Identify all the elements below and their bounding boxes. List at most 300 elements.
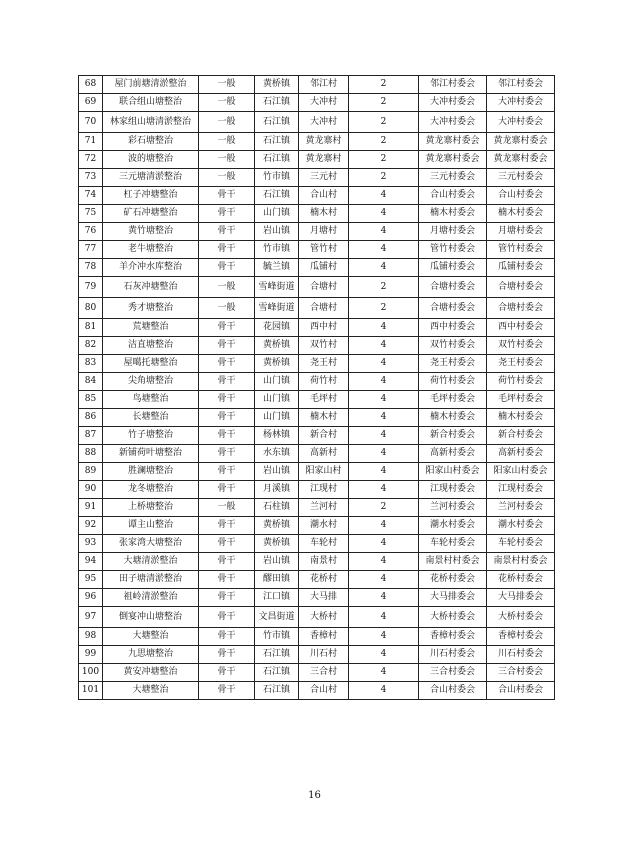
- cell-category: 一般: [199, 151, 255, 169]
- cell-scale: 4: [349, 535, 419, 553]
- table-row: [79, 571, 555, 589]
- cell-project-name: 田子塘清淤整治: [103, 571, 199, 589]
- cell-row-index: 94: [79, 553, 103, 571]
- cell-town: 醪田镇: [255, 571, 299, 589]
- table-row: [79, 664, 555, 682]
- cell-owner-unit: 阳家山村委会: [419, 463, 487, 481]
- cell-village: 大冲村: [299, 94, 349, 112]
- cell-category: 骨干: [199, 463, 255, 481]
- cell-owner-unit: 潮水村委会: [419, 517, 487, 535]
- cell-village: 瓜铺村: [299, 259, 349, 277]
- cell-village: 合山村: [299, 682, 349, 700]
- cell-owner-unit: 大冲村委会: [419, 112, 487, 133]
- cell-scale: 4: [349, 571, 419, 589]
- cell-maintainer-unit: 潮水村委会: [487, 517, 555, 535]
- table-row: [79, 133, 555, 151]
- cell-town: 岩山镇: [255, 553, 299, 571]
- cell-owner-unit: 楠木村委会: [419, 409, 487, 427]
- cell-scale: 2: [349, 499, 419, 517]
- cell-category: 骨干: [199, 409, 255, 427]
- cell-row-index: 96: [79, 589, 103, 607]
- cell-owner-unit: 三合村委会: [419, 664, 487, 682]
- cell-scale: 4: [349, 427, 419, 445]
- cell-scale: 4: [349, 607, 419, 628]
- cell-village: 黄龙寨村: [299, 133, 349, 151]
- cell-category: 骨干: [199, 373, 255, 391]
- cell-owner-unit: 合塘村委会: [419, 298, 487, 319]
- cell-project-name: 张家湾大塘整治: [103, 535, 199, 553]
- cell-row-index: 81: [79, 319, 103, 337]
- cell-scale: 4: [349, 205, 419, 223]
- cell-village: 邻江村: [299, 76, 349, 94]
- cell-town: 石江镇: [255, 94, 299, 112]
- cell-town: 江口镇: [255, 589, 299, 607]
- cell-category: 骨干: [199, 259, 255, 277]
- cell-town: 石江镇: [255, 151, 299, 169]
- cell-town: 黄桥镇: [255, 76, 299, 94]
- cell-village: 南景村: [299, 553, 349, 571]
- cell-maintainer-unit: 阳家山村委会: [487, 463, 555, 481]
- cell-row-index: 70: [79, 112, 103, 133]
- cell-project-name: 大塘整治: [103, 682, 199, 700]
- cell-project-name: 三元塘清淤整治: [103, 169, 199, 187]
- table-row: [79, 607, 555, 628]
- cell-town: 山门镇: [255, 391, 299, 409]
- cell-village: 西中村: [299, 319, 349, 337]
- cell-owner-unit: 荷竹村委会: [419, 373, 487, 391]
- cell-town: 岩山镇: [255, 223, 299, 241]
- cell-maintainer-unit: 楠木村委会: [487, 409, 555, 427]
- cell-village: 三合村: [299, 664, 349, 682]
- cell-town: 石柱镇: [255, 499, 299, 517]
- cell-category: 骨干: [199, 517, 255, 535]
- cell-project-name: 龙冬塘整治: [103, 481, 199, 499]
- cell-row-index: 89: [79, 463, 103, 481]
- cell-row-index: 71: [79, 133, 103, 151]
- cell-project-name: 祖岭清淤整治: [103, 589, 199, 607]
- table-row: [79, 187, 555, 205]
- cell-project-name: 林家组山塘清淤整治: [103, 112, 199, 133]
- table-row: [79, 409, 555, 427]
- project-table: [78, 75, 555, 700]
- cell-row-index: 80: [79, 298, 103, 319]
- cell-project-name: 杠子冲塘整治: [103, 187, 199, 205]
- table-row: [79, 682, 555, 700]
- table-row: [79, 646, 555, 664]
- cell-town: 山门镇: [255, 205, 299, 223]
- cell-village: 管竹村: [299, 241, 349, 259]
- cell-owner-unit: 合塘村委会: [419, 277, 487, 298]
- cell-owner-unit: 大冲村委会: [419, 94, 487, 112]
- cell-maintainer-unit: 合塘村委会: [487, 277, 555, 298]
- cell-town: 石江镇: [255, 682, 299, 700]
- cell-project-name: 老牛塘整治: [103, 241, 199, 259]
- cell-row-index: 84: [79, 373, 103, 391]
- cell-project-name: 尖角塘整治: [103, 373, 199, 391]
- cell-maintainer-unit: 月塘村委会: [487, 223, 555, 241]
- cell-town: 竹市镇: [255, 628, 299, 646]
- cell-row-index: 73: [79, 169, 103, 187]
- cell-owner-unit: 尧王村委会: [419, 355, 487, 373]
- cell-village: 大冲村: [299, 112, 349, 133]
- cell-village: 兰河村: [299, 499, 349, 517]
- cell-maintainer-unit: 合山村委会: [487, 682, 555, 700]
- cell-scale: 2: [349, 151, 419, 169]
- cell-scale: 4: [349, 445, 419, 463]
- cell-project-name: 彩石塘整治: [103, 133, 199, 151]
- cell-category: 一般: [199, 499, 255, 517]
- cell-town: 石江镇: [255, 646, 299, 664]
- cell-town: 雪峰街道: [255, 298, 299, 319]
- cell-town: 黄桥镇: [255, 535, 299, 553]
- cell-row-index: 91: [79, 499, 103, 517]
- cell-maintainer-unit: 大桥村委会: [487, 607, 555, 628]
- cell-row-index: 79: [79, 277, 103, 298]
- table-body: [79, 76, 555, 700]
- cell-town: 黄桥镇: [255, 355, 299, 373]
- table-row: [79, 628, 555, 646]
- cell-maintainer-unit: 大马排委会: [487, 589, 555, 607]
- cell-project-name: 黄竹塘整治: [103, 223, 199, 241]
- cell-town: 花园镇: [255, 319, 299, 337]
- cell-village: 尧王村: [299, 355, 349, 373]
- cell-category: 骨干: [199, 319, 255, 337]
- cell-category: 一般: [199, 277, 255, 298]
- cell-project-name: 长塘整治: [103, 409, 199, 427]
- cell-town: 竹市镇: [255, 169, 299, 187]
- cell-maintainer-unit: 南景村村委会: [487, 553, 555, 571]
- cell-category: 一般: [199, 76, 255, 94]
- cell-town: 石江镇: [255, 112, 299, 133]
- cell-owner-unit: 月塘村委会: [419, 223, 487, 241]
- cell-owner-unit: 黄龙寨村委会: [419, 151, 487, 169]
- cell-village: 大马排: [299, 589, 349, 607]
- table-row: [79, 391, 555, 409]
- table-row: [79, 151, 555, 169]
- cell-project-name: 波的塘整治: [103, 151, 199, 169]
- cell-project-name: 竹子塘整治: [103, 427, 199, 445]
- cell-project-name: 屋门前塘清淤整治: [103, 76, 199, 94]
- cell-row-index: 92: [79, 517, 103, 535]
- cell-project-name: 新铺荷叶塘整治: [103, 445, 199, 463]
- cell-row-index: 76: [79, 223, 103, 241]
- cell-town: 石江镇: [255, 187, 299, 205]
- cell-scale: 2: [349, 76, 419, 94]
- cell-project-name: 大塘整治: [103, 628, 199, 646]
- cell-maintainer-unit: 兰河村委会: [487, 499, 555, 517]
- cell-project-name: 屋噶托塘整治: [103, 355, 199, 373]
- cell-scale: 4: [349, 319, 419, 337]
- cell-row-index: 100: [79, 664, 103, 682]
- cell-project-name: 联合组山塘整治: [103, 94, 199, 112]
- cell-scale: 2: [349, 277, 419, 298]
- table-row: [79, 499, 555, 517]
- cell-category: 骨干: [199, 205, 255, 223]
- cell-category: 骨干: [199, 355, 255, 373]
- cell-scale: 4: [349, 628, 419, 646]
- cell-category: 骨干: [199, 187, 255, 205]
- cell-owner-unit: 三元村委会: [419, 169, 487, 187]
- cell-village: 大桥村: [299, 607, 349, 628]
- cell-owner-unit: 合山村委会: [419, 682, 487, 700]
- cell-scale: 4: [349, 463, 419, 481]
- cell-maintainer-unit: 三合村委会: [487, 664, 555, 682]
- cell-village: 毛坪村: [299, 391, 349, 409]
- cell-maintainer-unit: 管竹村委会: [487, 241, 555, 259]
- cell-maintainer-unit: 花桥村委会: [487, 571, 555, 589]
- cell-category: 一般: [199, 298, 255, 319]
- table-row: [79, 589, 555, 607]
- cell-row-index: 68: [79, 76, 103, 94]
- cell-owner-unit: 江现村委会: [419, 481, 487, 499]
- cell-maintainer-unit: 邻江村委会: [487, 76, 555, 94]
- cell-category: 骨干: [199, 481, 255, 499]
- cell-town: 黄桥镇: [255, 517, 299, 535]
- cell-maintainer-unit: 江现村委会: [487, 481, 555, 499]
- cell-maintainer-unit: 黄龙寨村委会: [487, 151, 555, 169]
- cell-maintainer-unit: 香樟村委会: [487, 628, 555, 646]
- table-row: [79, 112, 555, 133]
- cell-town: 山门镇: [255, 409, 299, 427]
- table-row: [79, 517, 555, 535]
- cell-maintainer-unit: 荷竹村委会: [487, 373, 555, 391]
- cell-owner-unit: 大桥村委会: [419, 607, 487, 628]
- cell-category: 骨干: [199, 646, 255, 664]
- cell-village: 楠木村: [299, 409, 349, 427]
- cell-scale: 2: [349, 298, 419, 319]
- cell-category: 一般: [199, 112, 255, 133]
- cell-owner-unit: 车轮村委会: [419, 535, 487, 553]
- cell-maintainer-unit: 高新村委会: [487, 445, 555, 463]
- project-table-container: [78, 75, 554, 700]
- table-row: [79, 298, 555, 319]
- cell-row-index: 77: [79, 241, 103, 259]
- cell-owner-unit: 兰河村委会: [419, 499, 487, 517]
- cell-owner-unit: 楠木村委会: [419, 205, 487, 223]
- cell-project-name: 秀才塘整治: [103, 298, 199, 319]
- cell-scale: 4: [349, 646, 419, 664]
- cell-owner-unit: 香樟村委会: [419, 628, 487, 646]
- cell-row-index: 78: [79, 259, 103, 277]
- cell-project-name: 谭主山整治: [103, 517, 199, 535]
- cell-project-name: 上桥塘整治: [103, 499, 199, 517]
- table-row: [79, 319, 555, 337]
- cell-maintainer-unit: 双竹村委会: [487, 337, 555, 355]
- cell-scale: 4: [349, 355, 419, 373]
- table-row: [79, 463, 555, 481]
- cell-maintainer-unit: 新合村委会: [487, 427, 555, 445]
- cell-owner-unit: 黄龙寨村委会: [419, 133, 487, 151]
- table-row: [79, 169, 555, 187]
- cell-category: 骨干: [199, 535, 255, 553]
- cell-scale: 4: [349, 517, 419, 535]
- cell-category: 骨干: [199, 664, 255, 682]
- cell-owner-unit: 双竹村委会: [419, 337, 487, 355]
- cell-maintainer-unit: 楠木村委会: [487, 205, 555, 223]
- cell-owner-unit: 川石村委会: [419, 646, 487, 664]
- table-row: [79, 481, 555, 499]
- cell-maintainer-unit: 川石村委会: [487, 646, 555, 664]
- cell-town: 雪峰街道: [255, 277, 299, 298]
- cell-town: 竹市镇: [255, 241, 299, 259]
- cell-project-name: 矿石冲塘整治: [103, 205, 199, 223]
- cell-village: 荷竹村: [299, 373, 349, 391]
- cell-row-index: 82: [79, 337, 103, 355]
- cell-town: 月溪镇: [255, 481, 299, 499]
- cell-row-index: 83: [79, 355, 103, 373]
- table-row: [79, 355, 555, 373]
- table-row: [79, 277, 555, 298]
- cell-scale: 2: [349, 94, 419, 112]
- cell-maintainer-unit: 合山村委会: [487, 187, 555, 205]
- cell-category: 骨干: [199, 553, 255, 571]
- table-row: [79, 373, 555, 391]
- cell-village: 香樟村: [299, 628, 349, 646]
- cell-town: 文昌街道: [255, 607, 299, 628]
- cell-owner-unit: 花桥村委会: [419, 571, 487, 589]
- cell-category: 骨干: [199, 241, 255, 259]
- cell-village: 阳家山村: [299, 463, 349, 481]
- cell-town: 杨林镇: [255, 427, 299, 445]
- cell-row-index: 72: [79, 151, 103, 169]
- cell-row-index: 93: [79, 535, 103, 553]
- cell-scale: 4: [349, 259, 419, 277]
- table-row: [79, 205, 555, 223]
- cell-village: 花桥村: [299, 571, 349, 589]
- cell-maintainer-unit: 瓜铺村委会: [487, 259, 555, 277]
- cell-category: 一般: [199, 94, 255, 112]
- cell-village: 三元村: [299, 169, 349, 187]
- cell-row-index: 88: [79, 445, 103, 463]
- page-number: 16: [308, 790, 321, 801]
- cell-maintainer-unit: 三元村委会: [487, 169, 555, 187]
- cell-row-index: 86: [79, 409, 103, 427]
- cell-project-name: 羊介冲水库整治: [103, 259, 199, 277]
- cell-category: 骨干: [199, 427, 255, 445]
- cell-scale: 4: [349, 241, 419, 259]
- table-row: [79, 223, 555, 241]
- cell-scale: 2: [349, 169, 419, 187]
- table-row: [79, 76, 555, 94]
- cell-town: 水东镇: [255, 445, 299, 463]
- cell-owner-unit: 新合村委会: [419, 427, 487, 445]
- table-row: [79, 535, 555, 553]
- cell-project-name: 荒塘整治: [103, 319, 199, 337]
- cell-village: 楠木村: [299, 205, 349, 223]
- cell-project-name: 黄安冲塘整治: [103, 664, 199, 682]
- cell-village: 合塘村: [299, 277, 349, 298]
- cell-scale: 4: [349, 391, 419, 409]
- cell-row-index: 99: [79, 646, 103, 664]
- cell-project-name: 鸟塘整治: [103, 391, 199, 409]
- cell-owner-unit: 大马排委会: [419, 589, 487, 607]
- cell-village: 黄龙寨村: [299, 151, 349, 169]
- table-row: [79, 241, 555, 259]
- table-row: [79, 337, 555, 355]
- cell-village: 新合村: [299, 427, 349, 445]
- cell-scale: 4: [349, 553, 419, 571]
- cell-owner-unit: 管竹村委会: [419, 241, 487, 259]
- cell-maintainer-unit: 毛坪村委会: [487, 391, 555, 409]
- cell-owner-unit: 邻江村委会: [419, 76, 487, 94]
- cell-category: 一般: [199, 169, 255, 187]
- cell-row-index: 101: [79, 682, 103, 700]
- cell-maintainer-unit: 大冲村委会: [487, 94, 555, 112]
- cell-project-name: 胜澜塘整治: [103, 463, 199, 481]
- cell-category: 骨干: [199, 682, 255, 700]
- table-row: [79, 445, 555, 463]
- cell-owner-unit: 合山村委会: [419, 187, 487, 205]
- cell-scale: 4: [349, 373, 419, 391]
- cell-scale: 4: [349, 589, 419, 607]
- cell-row-index: 75: [79, 205, 103, 223]
- cell-village: 川石村: [299, 646, 349, 664]
- table-row: [79, 553, 555, 571]
- table-row: [79, 427, 555, 445]
- cell-category: 骨干: [199, 607, 255, 628]
- cell-scale: 4: [349, 664, 419, 682]
- cell-category: 骨干: [199, 628, 255, 646]
- cell-town: 毓兰镇: [255, 259, 299, 277]
- cell-category: 骨干: [199, 445, 255, 463]
- cell-row-index: 74: [79, 187, 103, 205]
- cell-project-name: 九思塘整治: [103, 646, 199, 664]
- cell-village: 高新村: [299, 445, 349, 463]
- cell-category: 一般: [199, 133, 255, 151]
- cell-scale: 4: [349, 409, 419, 427]
- cell-village: 双竹村: [299, 337, 349, 355]
- cell-scale: 2: [349, 112, 419, 133]
- cell-scale: 4: [349, 481, 419, 499]
- cell-town: 黄桥镇: [255, 337, 299, 355]
- cell-village: 合塘村: [299, 298, 349, 319]
- cell-project-name: 倒宴冲山塘整治: [103, 607, 199, 628]
- cell-owner-unit: 西中村委会: [419, 319, 487, 337]
- table-row: [79, 94, 555, 112]
- cell-town: 石江镇: [255, 664, 299, 682]
- cell-row-index: 90: [79, 481, 103, 499]
- cell-row-index: 69: [79, 94, 103, 112]
- cell-project-name: 洁直塘整治: [103, 337, 199, 355]
- cell-owner-unit: 毛坪村委会: [419, 391, 487, 409]
- cell-village: 潮水村: [299, 517, 349, 535]
- cell-maintainer-unit: 尧王村委会: [487, 355, 555, 373]
- cell-category: 骨干: [199, 337, 255, 355]
- cell-village: 月塘村: [299, 223, 349, 241]
- cell-owner-unit: 高新村委会: [419, 445, 487, 463]
- cell-scale: 4: [349, 337, 419, 355]
- cell-scale: 4: [349, 223, 419, 241]
- table-row: [79, 259, 555, 277]
- cell-village: 合山村: [299, 187, 349, 205]
- cell-maintainer-unit: 车轮村委会: [487, 535, 555, 553]
- cell-row-index: 87: [79, 427, 103, 445]
- cell-owner-unit: 南景村村委会: [419, 553, 487, 571]
- cell-village: 江现村: [299, 481, 349, 499]
- cell-town: 山门镇: [255, 373, 299, 391]
- cell-project-name: 大塘清淤整治: [103, 553, 199, 571]
- cell-maintainer-unit: 黄龙寨村委会: [487, 133, 555, 151]
- cell-category: 骨干: [199, 391, 255, 409]
- cell-village: 车轮村: [299, 535, 349, 553]
- cell-row-index: 95: [79, 571, 103, 589]
- cell-maintainer-unit: 大冲村委会: [487, 112, 555, 133]
- cell-category: 骨干: [199, 223, 255, 241]
- cell-scale: 4: [349, 187, 419, 205]
- cell-row-index: 85: [79, 391, 103, 409]
- cell-category: 骨干: [199, 589, 255, 607]
- cell-maintainer-unit: 西中村委会: [487, 319, 555, 337]
